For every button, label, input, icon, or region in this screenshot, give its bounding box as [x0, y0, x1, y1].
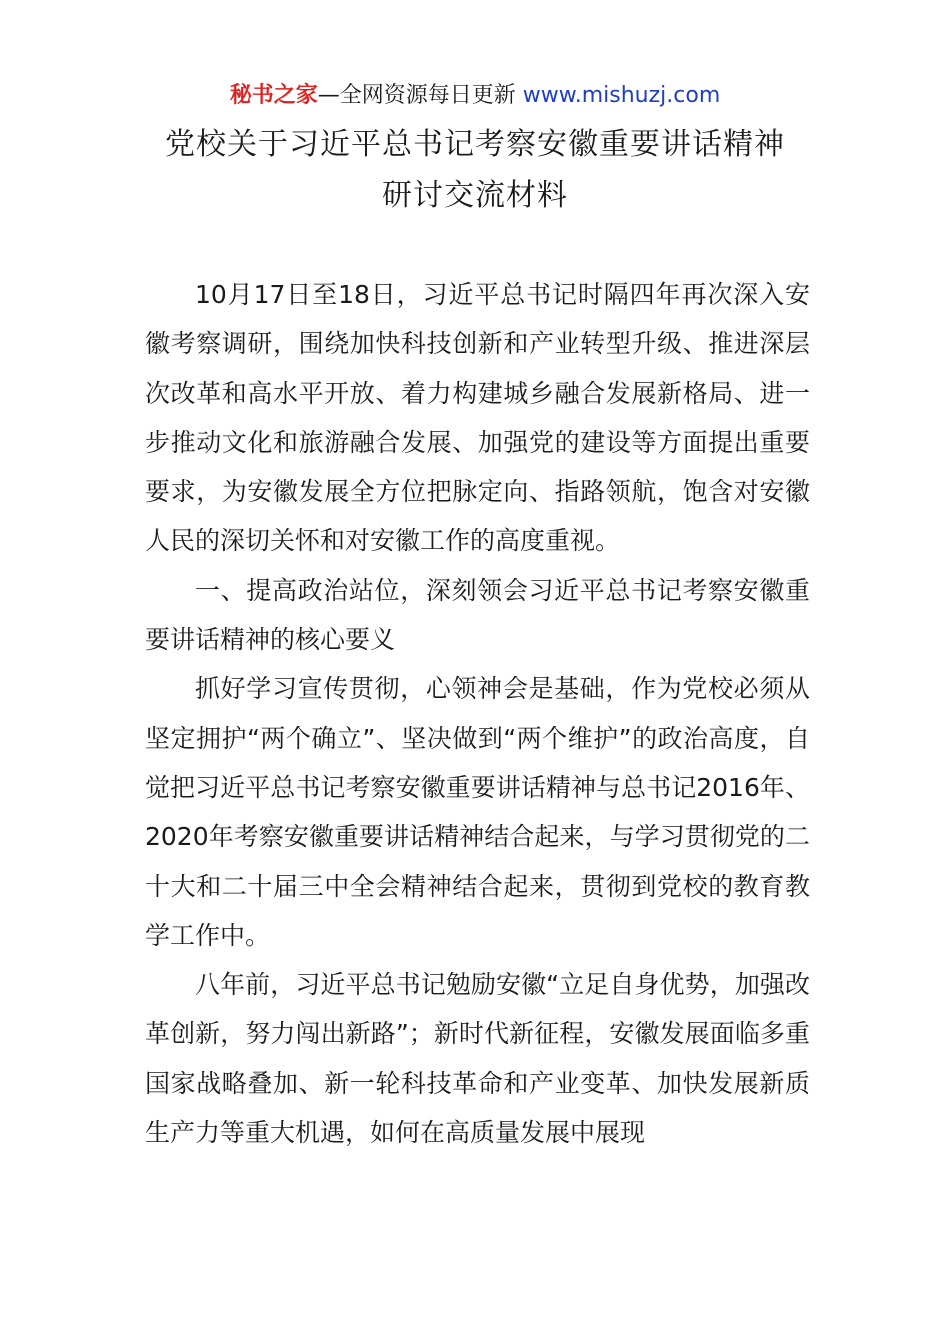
- paragraph-eight-years: 八年前，习近平总书记勉励安徽“立足自身优势，加强改革创新，努力闯出新路”；新时代新征程，安徽发展面临多重国家战略叠加、新一轮科技革命和产业变革、加快发展新质生产力等重大机遇，如何在高质量发展中展现: [145, 970, 810, 1148]
- site-header: [0, 80, 950, 112]
- document-title-line-1: 党校关于习近平总书记考察安徽重要讲话精神: [165, 127, 785, 162]
- header-tagline: —全网资源每日更新: [317, 83, 516, 108]
- brand-name: 秘书之家: [229, 83, 318, 108]
- document-body: [145, 270, 810, 1157]
- section-heading-1: 一、提高政治站位，深刻领会习近平总书记考察安徽重要讲话精神的核心要义: [145, 575, 810, 655]
- site-url-link[interactable]: www.mishuzj.com: [522, 83, 721, 108]
- document-title-line-2: 研讨交流材料: [382, 178, 568, 213]
- paragraph-study: 抓好学习宣传贯彻，心领神会是基础，作为党校必须从坚定拥护“两个确立”、坚决做到“两个维护”的政治高度，自觉把习近平总书记考察安徽重要讲话精神与总书记2016年、2020年考察安徽重要讲话精神结合起来，与学习贯彻党的二十大和二十届三中全会精神结合起来，贯彻到党校的教育教学工作中。: [145, 674, 810, 950]
- paragraph-intro: 10月17日至18日，习近平总书记时隔四年再次深入安徽考察调研，围绕加快科技创新和产业转型升级、推进深层次改革和高水平开放、着力构建城乡融合发展新格局、进一步推动文化和旅游融合发展、加强党的建设等方面提出重要要求，为安徽发展全方位把脉定向、指路领航，饱含对安徽人民的深切关怀和对安徽工作的高度重视。: [145, 280, 810, 556]
